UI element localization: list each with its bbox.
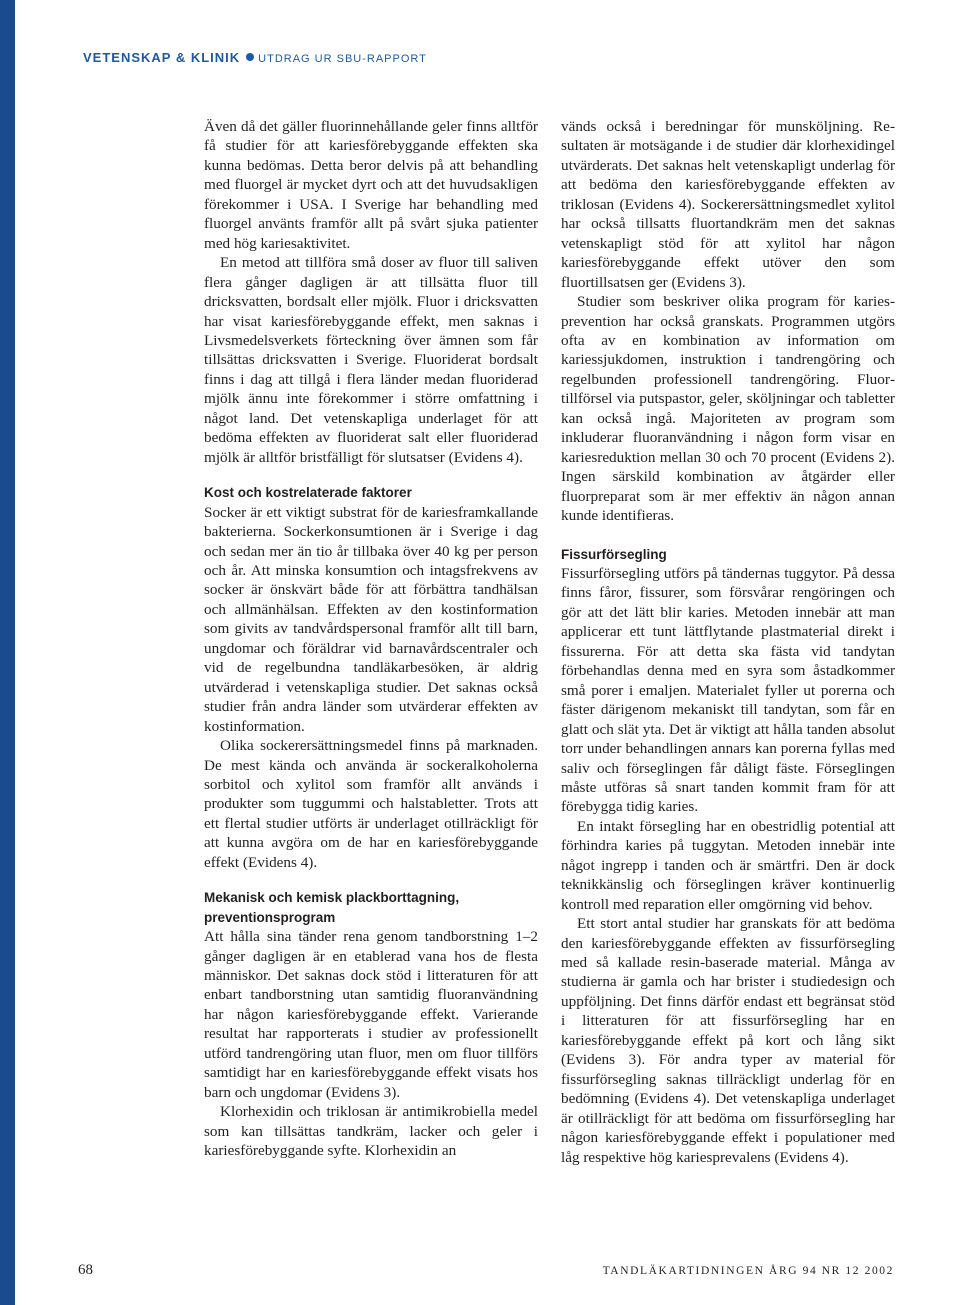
section-title: VETENSKAP & KLINIK	[83, 50, 241, 65]
section-subtitle: UTDRAG UR SBU-RAPPORT	[258, 53, 427, 65]
running-header	[83, 50, 427, 65]
paragraph: Ett stort antal studier har granskats för att bedöma den kariesförebyggande effekten av fissurförsegling med så kallade resin-baserade material. Många av studierna är gamla och har brister i studiedesign och uppföljning. Det finns därför endast ett begränsat stöd i litteraturen för att fissurförsegling har en kariesförebyggande effekt på kort och lång sikt (Evidens 3). För andra typer av material för fissurförsegling saknas tillräckligt underlag för en bedömning (Evidens 4). Det vetenskapliga underlaget är otillräckligt för att bedöma om fissurförsegling har någon kariesförebyggande effekt i populationer med låg respektive hög kariesprevalens (Evidens 4).	[561, 915, 895, 1166]
paragraph: En intakt försegling har en obestridlig potential att förhindra karies på tuggytan. Metoden innebär inte något ingrepp i tanden och är smärtfri. Den är dock teknikkänslig och förseglingen kräver kontinuerlig kontroll med reparation eller omgörning vid behov.	[561, 817, 895, 913]
paragraph: Socker är ett viktigt substrat för de kariesframkallande bakterierna. Sockerkonsumtionen är i Sverige i dag och sedan mer än tio år tillbaka över 40 kg per person och år. Att minska konsumtion och intagsfrekvens av socker är önskvärt både för att förbättra tandhälsan och allmänhälsan. Effekten av den kostinformation som givits av tandvårdspersonal framför allt till barn, ungdomar och föräldrar vid barnavårdscentraler och vid de regelbundna tandläkarbesöken, är aldrig utvärderad i vetenskapliga studier. Det saknas också studier från andra länder som utvärderar effekten av kostinformation.	[204, 503, 538, 735]
heading-mekanisk: Mekanisk och kemisk plackborttagning, preventionsprogram	[204, 890, 460, 925]
heading-kost: Kost och kostrelaterade faktorer	[204, 485, 412, 501]
column-left	[204, 117, 538, 1161]
paragraph: Fissurförsegling utförs på tändernas tuggytor. På dessa finns fåror, fissurer, som försvårar rengöringen och gör att det lätt blir karies. Metoden innebär att man applicerar ett tunt lättflytande plastmaterial direkt i fissurerna. För att detta ska fästa vid tandytan förbehandlas denna med en syra som åstadkommer små porer i emaljen. Materialet fyller ut porerna och fäster därigenom mekaniskt till tandytan, som får en glatt och slät yta. Det är viktigt att hålla tanden absolut torr under behandlingen annars kan porerna fyllas med saliv och förseglingen får dåligt fäste. Förseglingen måste utföras så snart tanden kommit fram för att förebygga tidig karies.	[561, 564, 895, 816]
paragraph: vänds också i beredningar för munsköljning. Resultaten är motsägande i de studier där klorhexidingel utvärderats. Det saknas helt vetenskapligt underlag för att bedöma den kariesförebyggande effekten av triklosan (Evidens 4). Sockerersättningsmedlet xylitol har också tillsatts fluortandkräm men det saknas vetenskapligt stöd för att xylitol har någon kariesförebyggande effekt utöver den som fluortillsatsen ger (Evidens 3).	[561, 118, 895, 291]
paragraph: Klorhexidin och triklosan är antimikrobiella medel som kan tillsättas tandkräm, lacker och geler i kariesförebyggande syfte. Klorhexidin an	[204, 1103, 538, 1160]
spacer	[561, 526, 895, 545]
paragraph: Studier som beskriver olika program för kariesprevention har också granskats. Programmen utgörs ofta av en kombination av information om kariessjukdomen, instruktion i tandrengöring och regelbunden professionell tandrengöring. Fluortillförsel via putspastor, geler, sköljningar och tabletter kan också ingå. Majoriteten av program som inkluderar fluoranvändning i någon form visar en kariesreduktion mellan 30 och 70 procent (Evidens 2). Ingen särskild kombination av åtgärder eller fluorpreparat som är mer effektiv än någon annan kunde identifieras.	[561, 293, 895, 525]
left-margin-bar	[0, 0, 15, 1305]
spacer	[204, 872, 538, 888]
paragraph: Olika sockerersättningsmedel finns på marknaden. De mest kända och använda är sockeralkoholerna sorbitol och xylitol som framför allt används i produkter som tuggummi och halstabletter. Trots att ett flertal studier utförts är underlaget otillräckligt för att kunna avgöra om de har en kariesförebyggande effekt (Evidens 4).	[204, 737, 538, 871]
column-right	[561, 117, 895, 1167]
publication-info: TANDLÄKARTIDNINGEN ÅRG 94 NR 12 2002	[602, 1265, 894, 1277]
page-number: 68	[78, 1262, 93, 1278]
paragraph: En metod att tillföra små doser av fluor till saliven flera gånger dagligen är att tillsätta fluor till dricksvatten, bordsalt eller mjölk. Fluor i dricksvatten har visat kariesförebyggande effekt, men saknas i Livsmedelsverkets förteckning över ämnen som får tillsättas dricksvatten i Sverige. Fluoriderat bordsalt finns i dag att tillgå i flera länder medan fluoriderad mjölk ännu inte förekommer i större omfattning i något land. Det vetenskapliga underlaget för att bedöma effekten av fluoriderat salt eller fluoriderad mjölk är alltför bristfälligt för slutsatser (Evidens 4).	[204, 254, 538, 466]
paragraph: Att hålla sina tänder rena genom tandborstning 1–2 gånger dagligen är en etablerad vana hos de flesta människor. Det saknas dock stöd i litteraturen för att enbart tandborstning utan samtidig fluoranvändning har någon kariesförebyggande effekt. Varierande resultat har rapporterats i studier av professionellt utförd tandrengöring utan fluor, men om fluor tillförs samtidigt har en kariesförebyggande effekt visats hos barn och ungdomar (Evidens 3).	[204, 928, 538, 1101]
heading-fissurforsegling: Fissurförsegling	[561, 546, 667, 562]
bullet-dot-icon	[246, 53, 254, 61]
spacer	[204, 467, 538, 483]
paragraph: Även då det gäller fluorinnehållande geler finns alltför få studier för att kariesförebyggande effekten ska kunna bedömas. Detta beror delvis på att behandling med fluorgel är mycket dyrt och att det huvudsakligen förekommer i USA. I Sverige har behandling med fluorgel använts framför allt på svårt sjuka patienter med hög kariesaktivitet.	[204, 118, 538, 252]
